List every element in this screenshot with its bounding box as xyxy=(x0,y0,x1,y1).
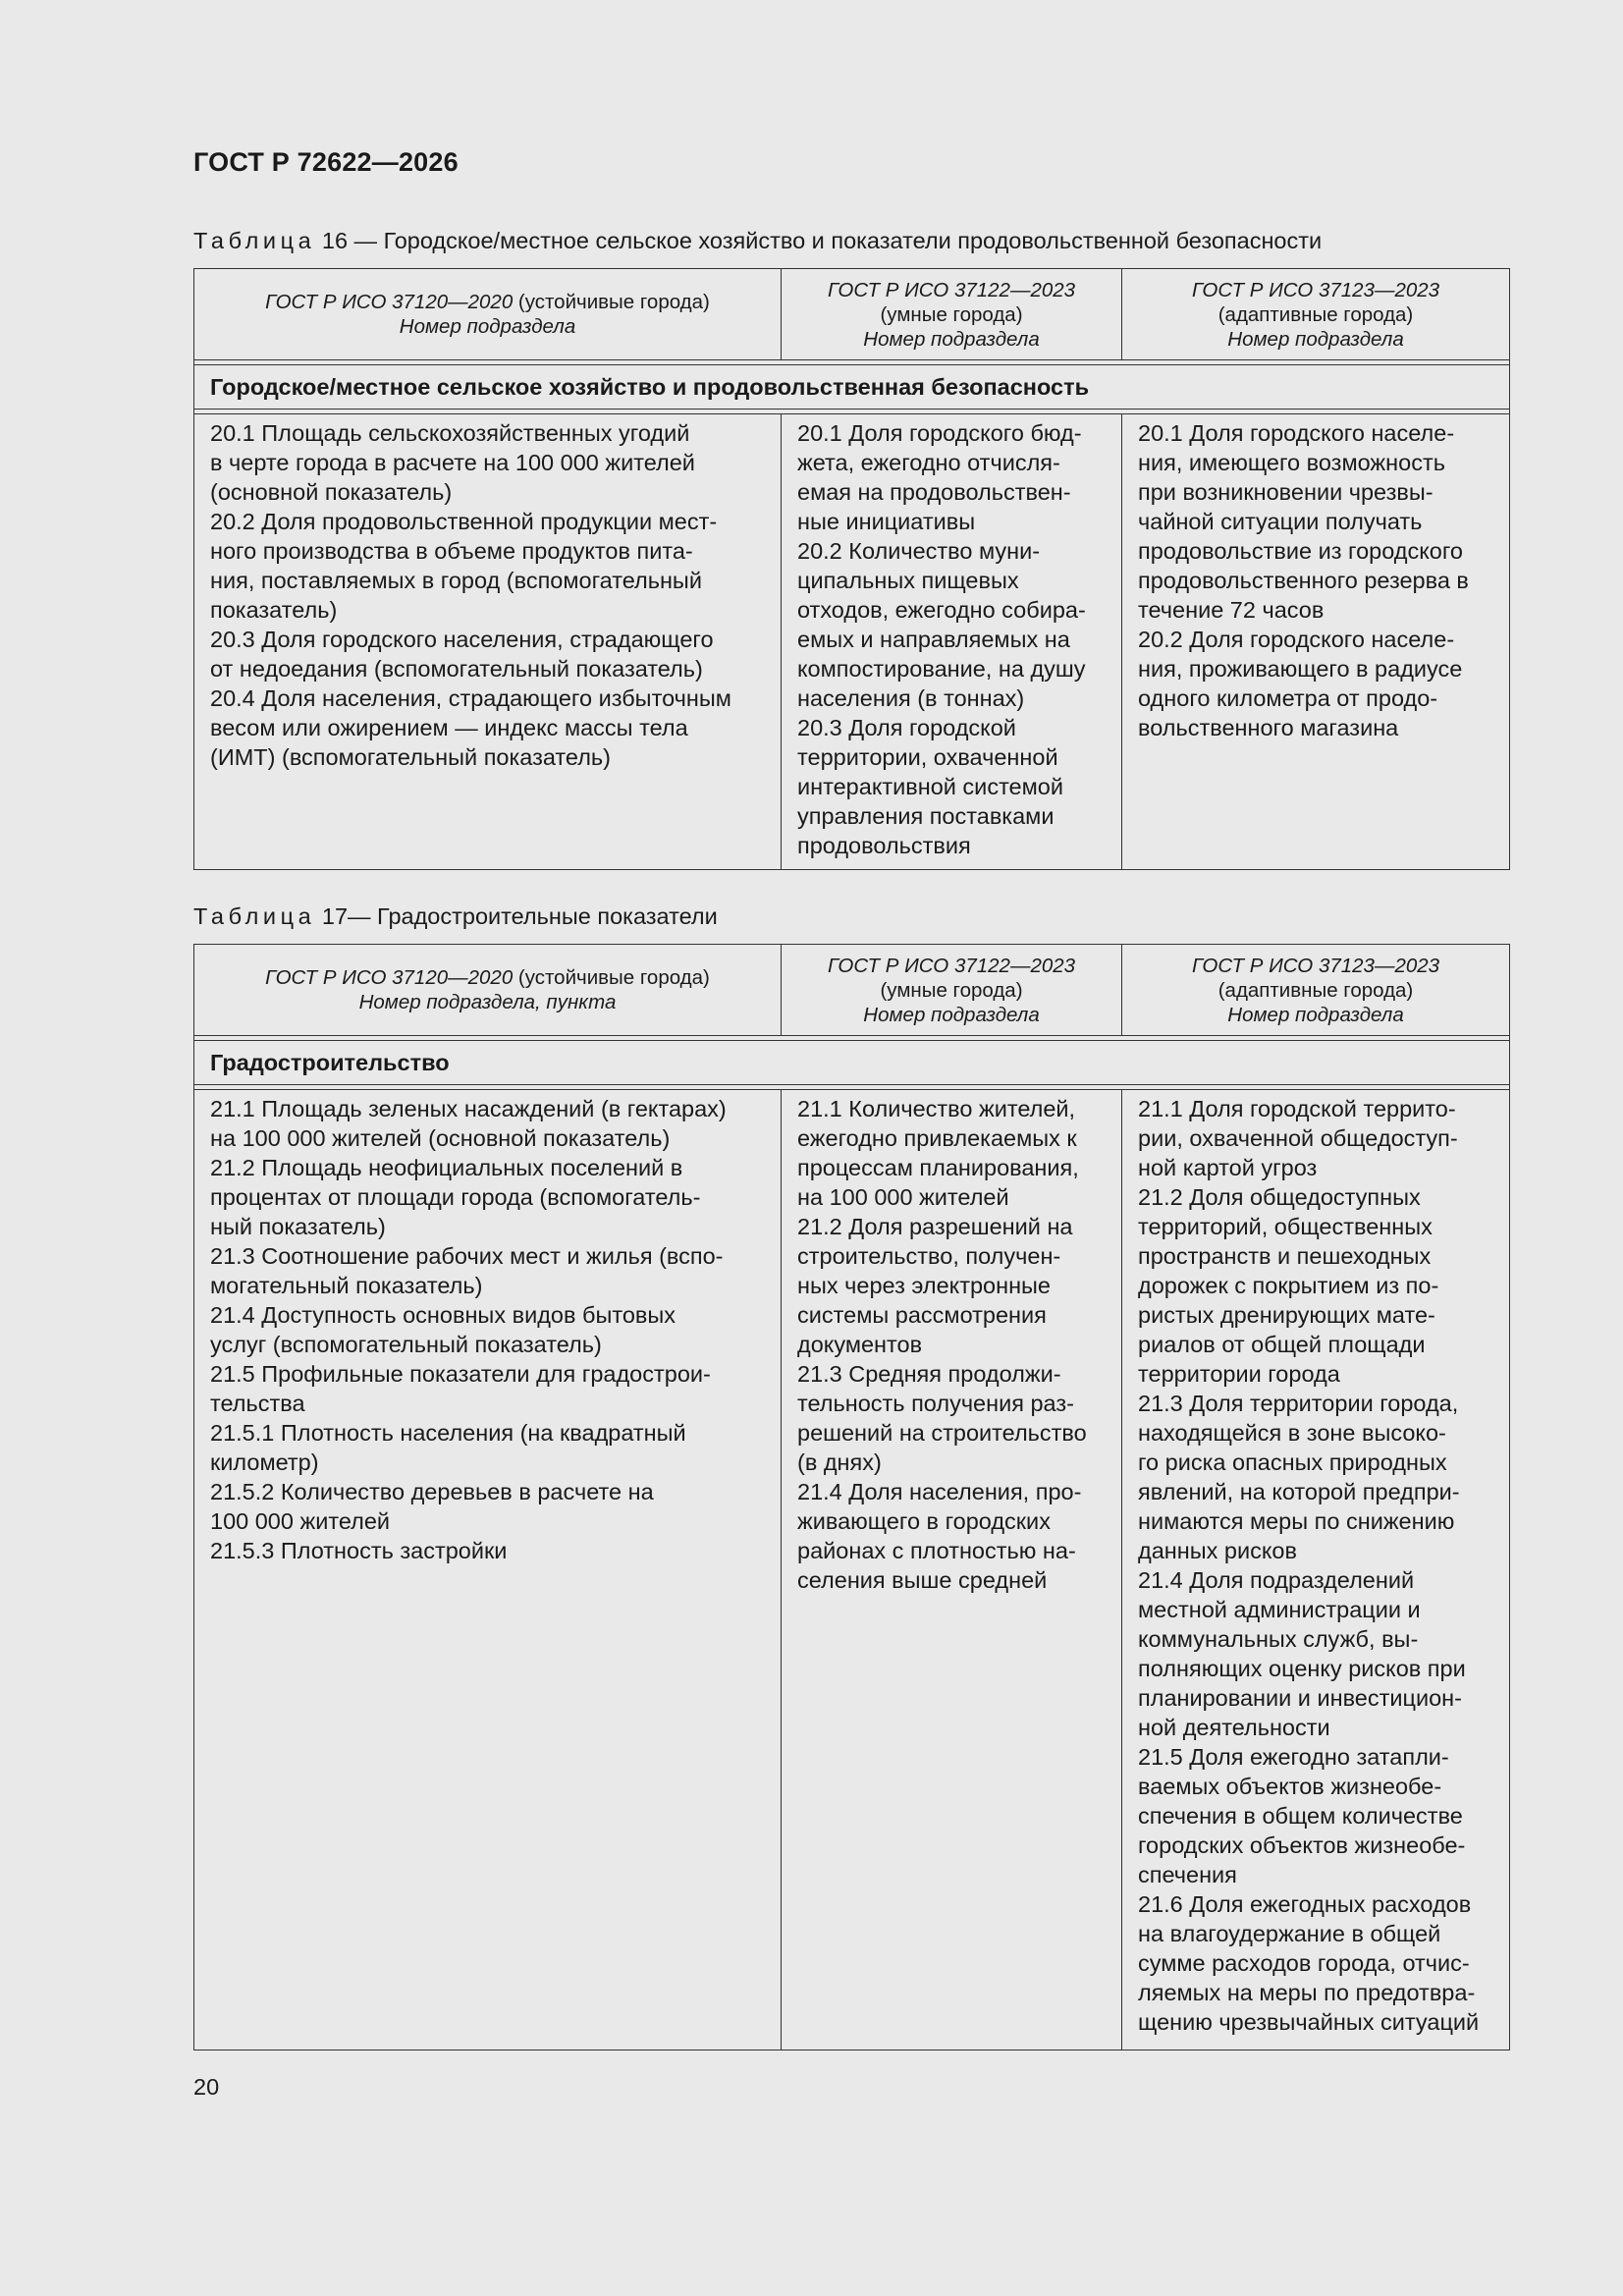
table17-caption xyxy=(193,903,718,930)
text-line: 20.3 Доля городского населения, страдающего xyxy=(210,627,714,652)
table17-head-col3: ГОСТ Р ИСО 37123—2023 (адаптивные города) Номер подраздела xyxy=(1122,945,1510,1036)
text-line: на 100 000 жителей xyxy=(797,1184,1009,1210)
text-line: от недоедания (вспомогательный показатель) xyxy=(210,656,703,682)
table17-col1-cell xyxy=(194,1090,782,2050)
text-line: тельства xyxy=(210,1391,305,1416)
text-line: риалов от общей площади xyxy=(1138,1332,1426,1357)
text-line: одного километра от продо- xyxy=(1138,685,1438,711)
text-line: документов xyxy=(797,1332,923,1357)
text-line: (основной показатель) xyxy=(210,479,453,505)
table16-col3-cell xyxy=(1122,414,1510,870)
table16-head-col1: ГОСТ Р ИСО 37120—2020 (устойчивые города) Номер подраздела xyxy=(194,269,782,360)
text-line: ципальных пищевых xyxy=(797,568,1019,593)
text-line: селения выше средней xyxy=(797,1567,1048,1593)
text-line: населения (в тоннах) xyxy=(797,685,1025,711)
text-line: явлений, на которой предпри- xyxy=(1138,1479,1460,1504)
text-line: 20.1 Площадь сельскохозяйственных угодий xyxy=(210,420,690,446)
text-line: интерактивной системой xyxy=(797,774,1063,799)
table16-caption-text: 16 — Городское/местное сельское хозяйство и показатели продовольственной безопасности xyxy=(315,228,1323,253)
text-line: километр) xyxy=(210,1449,319,1475)
table17-body-row xyxy=(194,1090,1510,2050)
text-line: тельность получения раз- xyxy=(797,1391,1074,1416)
table17-col3-cell xyxy=(1122,1090,1510,2050)
text-line: в черте города в расчете на 100 000 жителей xyxy=(210,450,695,475)
text-line: щению чрезвычайных ситуаций xyxy=(1138,2009,1480,2035)
text-line: компостирование, на душу xyxy=(797,656,1086,682)
table17-section-row xyxy=(194,1041,1510,1085)
text-line: емая на продовольствен- xyxy=(797,479,1071,505)
text-line: полняющих оценку рисков при xyxy=(1138,1656,1466,1681)
text-line: продовольствия xyxy=(797,833,971,858)
text-line: территории города xyxy=(1138,1361,1340,1387)
text-line: 100 000 жителей xyxy=(210,1508,391,1534)
text-line: чайной ситуации получать xyxy=(1138,509,1423,534)
table16-header-row xyxy=(194,269,1510,360)
text-line: продовольствие из городского xyxy=(1138,538,1463,564)
text-line: территорий, общественных xyxy=(1138,1214,1433,1239)
text-line: планировании и инвестицион- xyxy=(1138,1685,1462,1711)
text-line: 21.6 Доля ежегодных расходов xyxy=(1138,1891,1472,1917)
text-line: 20.4 Доля населения, страдающего избыточным xyxy=(210,685,731,711)
text-line: ния, проживающего в радиусе xyxy=(1138,656,1463,682)
table16-col2-cell xyxy=(782,414,1122,870)
text-line: весом или ожирением — индекс массы тела xyxy=(210,715,688,740)
table17 xyxy=(193,944,1510,2050)
text-line: на влагоудержание в общей xyxy=(1138,1921,1441,1946)
text-line: 20.1 Доля городского населе- xyxy=(1138,420,1455,446)
table16-col1-cell xyxy=(194,414,782,870)
text-line: ных через электронные xyxy=(797,1273,1052,1298)
text-line: ной картой угроз xyxy=(1138,1155,1318,1180)
table16-caption-word: Таблица xyxy=(193,228,316,253)
text-line: рии, охваченной общедоступ- xyxy=(1138,1125,1458,1151)
text-line: районах с плотностью на- xyxy=(797,1538,1076,1563)
text-line: 21.1 Доля городской террито- xyxy=(1138,1096,1456,1121)
text-line: 20.1 Доля городского бюд- xyxy=(797,420,1082,446)
text-line: коммунальных служб, вы- xyxy=(1138,1626,1419,1652)
text-line: ваемых объектов жизнеобе- xyxy=(1138,1774,1442,1799)
text-line: 21.4 Доля населения, про- xyxy=(797,1479,1082,1504)
text-line: городских объектов жизнеобе- xyxy=(1138,1832,1466,1858)
page-number: 20 xyxy=(193,2074,220,2100)
text-line: 21.4 Доступность основных видов бытовых xyxy=(210,1302,676,1328)
text-line: 21.4 Доля подразделений xyxy=(1138,1567,1415,1593)
text-line: (в днях) xyxy=(797,1449,882,1475)
text-line: ежегодно привлекаемых к xyxy=(797,1125,1077,1151)
text-line: управления поставками xyxy=(797,803,1055,829)
text-line: 20.2 Доля продовольственной продукции мест- xyxy=(210,509,718,534)
text-line: го риска опасных природных xyxy=(1138,1449,1447,1475)
text-line: 21.2 Доля общедоступных xyxy=(1138,1184,1421,1210)
text-line: процессам планирования, xyxy=(797,1155,1079,1180)
text-line: 21.5 Профильные показатели для градострои- xyxy=(210,1361,711,1387)
table17-caption-word: Таблица xyxy=(193,903,316,929)
text-line: ной деятельности xyxy=(1138,1715,1330,1740)
text-line: спечения xyxy=(1138,1862,1237,1887)
text-line: ния, имеющего возможность xyxy=(1138,450,1445,475)
text-line: 20.2 Количество муни- xyxy=(797,538,1041,564)
text-line: 21.2 Площадь неофициальных поселений в xyxy=(210,1155,683,1180)
text-line: 21.3 Средняя продолжи- xyxy=(797,1361,1061,1387)
text-line: решений на строительство xyxy=(797,1420,1087,1446)
table16-section-title: Городское/местное сельское хозяйство и продовольственная безопасность xyxy=(194,365,1510,410)
text-line: могательный показатель) xyxy=(210,1273,483,1298)
text-line: 21.1 Площадь зеленых насаждений (в гектарах) xyxy=(210,1096,727,1121)
table16-caption xyxy=(193,228,1322,254)
text-line: дорожек с покрытием из по- xyxy=(1138,1273,1439,1298)
table17-header-row xyxy=(194,945,1510,1036)
text-line: жета, ежегодно отчисля- xyxy=(797,450,1060,475)
text-line: при возникновении чрезвы- xyxy=(1138,479,1434,505)
text-line: пространств и пешеходных xyxy=(1138,1243,1432,1269)
text-line: продовольственного резерва в xyxy=(1138,568,1469,593)
text-line: живающего в городских xyxy=(797,1508,1051,1534)
table16-head-col3: ГОСТ Р ИСО 37123—2023 (адаптивные города) Номер подраздела xyxy=(1122,269,1510,360)
text-line: системы рассмотрения xyxy=(797,1302,1047,1328)
text-line: отходов, ежегодно собира- xyxy=(797,597,1086,623)
text-line: 20.3 Доля городской xyxy=(797,715,1016,740)
text-line: емых и направляемых на xyxy=(797,627,1070,652)
text-line: (ИМТ) (вспомогательный показатель) xyxy=(210,744,611,770)
text-line: ные инициативы xyxy=(797,509,976,534)
text-line: сумме расходов города, отчис- xyxy=(1138,1950,1470,1976)
text-line: 21.5.2 Количество деревьев в расчете на xyxy=(210,1479,654,1504)
text-line: ного производства в объеме продуктов пита- xyxy=(210,538,693,564)
text-line: 21.3 Доля территории города, xyxy=(1138,1391,1459,1416)
text-line: услуг (вспомогательный показатель) xyxy=(210,1332,602,1357)
text-line: местной администрации и xyxy=(1138,1597,1421,1622)
table16 xyxy=(193,268,1510,870)
text-line: ляемых на меры по предотвра- xyxy=(1138,1980,1476,2005)
text-line: ристых дренирующих мате- xyxy=(1138,1302,1435,1328)
table16-head-col2: ГОСТ Р ИСО 37122—2023 (умные города) Номер подраздела xyxy=(782,269,1122,360)
table16-section-row xyxy=(194,365,1510,410)
text-line: спечения в общем количестве xyxy=(1138,1803,1463,1829)
text-line: течение 72 часов xyxy=(1138,597,1325,623)
text-line: нимаются меры по снижению xyxy=(1138,1508,1455,1534)
table17-section-title: Градостроительство xyxy=(194,1041,1510,1085)
text-line: показатель) xyxy=(210,597,338,623)
table17-head-col1: ГОСТ Р ИСО 37120—2020 (устойчивые города) Номер подраздела, пункта xyxy=(194,945,782,1036)
text-line: 21.5.3 Плотность застройки xyxy=(210,1538,508,1563)
text-line: на 100 000 жителей (основной показатель) xyxy=(210,1125,671,1151)
text-line: находящейся в зоне высоко- xyxy=(1138,1420,1446,1446)
text-line: 21.2 Доля разрешений на xyxy=(797,1214,1073,1239)
text-line: ный показатель) xyxy=(210,1214,386,1239)
table16-body-row xyxy=(194,414,1510,870)
text-line: 21.5.1 Плотность населения (на квадратный xyxy=(210,1420,686,1446)
text-line: ния, поставляемых в город (вспомогательный xyxy=(210,568,702,593)
document-header: ГОСТ Р 72622—2026 xyxy=(193,147,459,177)
text-line: процентах от площади города (вспомогатель- xyxy=(210,1184,701,1210)
text-line: строительство, получен- xyxy=(797,1243,1061,1269)
text-line: данных рисков xyxy=(1138,1538,1297,1563)
text-line: 20.2 Доля городского населе- xyxy=(1138,627,1455,652)
text-line: 21.5 Доля ежегодно затапли- xyxy=(1138,1744,1449,1770)
text-line: 21.3 Соотношение рабочих мест и жилья (вспо- xyxy=(210,1243,724,1269)
table17-head-col2: ГОСТ Р ИСО 37122—2023 (умные города) Номер подраздела xyxy=(782,945,1122,1036)
text-line: вольственного магазина xyxy=(1138,715,1399,740)
table17-col2-cell xyxy=(782,1090,1122,2050)
text-line: территории, охваченной xyxy=(797,744,1058,770)
text-line: 21.1 Количество жителей, xyxy=(797,1096,1076,1121)
table17-caption-text: 17— Градостроительные показатели xyxy=(315,903,718,929)
